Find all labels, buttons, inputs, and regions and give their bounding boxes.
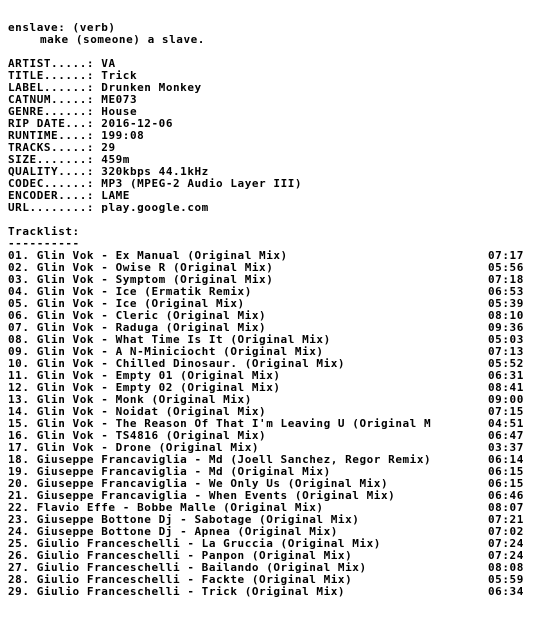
meta-key: ENCODER....:: [8, 189, 95, 202]
track-duration: 06:47: [488, 429, 524, 442]
meta-key: TITLE......:: [8, 69, 95, 82]
track-row: [8, 490, 530, 502]
track-duration: 05:52: [488, 357, 524, 370]
track-duration: 03:37: [488, 441, 524, 454]
track-duration: 05:03: [488, 333, 524, 346]
track-title: 05. Glin Vok - Ice (Original Mix): [8, 298, 245, 310]
track-row: [8, 418, 530, 430]
track-title: 15. Glin Vok - The Reason Of That I'm Leaving U (Original M: [8, 418, 432, 430]
meta-key: CODEC......:: [8, 177, 95, 190]
meta-value: LAME: [101, 189, 130, 202]
track-row: [8, 298, 530, 310]
track-duration: 07:24: [488, 537, 524, 550]
track-duration: 08:08: [488, 561, 524, 574]
meta-value: Drunken Monkey: [101, 81, 202, 94]
meta-value: 2016-12-06: [101, 117, 173, 130]
track-row: [8, 394, 530, 406]
track-title: 16. Glin Vok - TS4816 (Original Mix): [8, 430, 267, 442]
tracklist-underline: ----------: [8, 238, 80, 250]
track-title: 20. Giuseppe Francaviglia - We Only Us (Original Mix): [8, 478, 389, 490]
track-duration: 09:36: [488, 321, 524, 334]
track-duration: 06:14: [488, 453, 524, 466]
meta-value: ME073: [101, 93, 138, 106]
track-duration: 05:39: [488, 297, 524, 310]
track-title: 01. Glin Vok - Ex Manual (Original Mix): [8, 250, 288, 262]
track-row: [8, 250, 530, 262]
spacer: [8, 214, 530, 226]
definition-meaning: make (someone) a slave.: [40, 34, 205, 46]
track-duration: 04:51: [488, 417, 524, 430]
meta-value: VA: [101, 57, 116, 70]
track-duration: 07:15: [488, 405, 524, 418]
track-row: [8, 562, 530, 574]
track-row: [8, 334, 530, 346]
track-row: [8, 286, 530, 298]
track-title: 14. Glin Vok - Noidat (Original Mix): [8, 406, 267, 418]
track-duration: 06:46: [488, 489, 524, 502]
track-row: [8, 478, 530, 490]
track-title: 08. Glin Vok - What Time Is It (Original Mix): [8, 334, 331, 346]
track-duration: 06:34: [488, 585, 524, 598]
track-duration: 07:02: [488, 525, 524, 538]
track-duration: 06:53: [488, 285, 524, 298]
track-duration: 07:13: [488, 345, 524, 358]
meta-value: Trick: [101, 69, 138, 82]
track-row: [8, 262, 530, 274]
meta-value: 199:08: [101, 129, 145, 142]
track-row: [8, 514, 530, 526]
track-title: 02. Glin Vok - Owise R (Original Mix): [8, 262, 274, 274]
track-row: [8, 466, 530, 478]
track-row: [8, 454, 530, 466]
track-title: 03. Glin Vok - Symptom (Original Mix): [8, 274, 274, 286]
track-title: 06. Glin Vok - Cleric (Original Mix): [8, 310, 267, 322]
track-row: [8, 382, 530, 394]
track-duration: 07:21: [488, 513, 524, 526]
meta-key: GENRE......:: [8, 105, 95, 118]
track-duration: 08:10: [488, 309, 524, 322]
track-title: 17. Glin Vok - Drone (Original Mix): [8, 442, 260, 454]
meta-key: RUNTIME....:: [8, 129, 95, 142]
meta-key: TRACKS.....:: [8, 141, 95, 154]
meta-value: MP3 (MPEG-2 Audio Layer III): [101, 177, 303, 190]
tracklist: [8, 250, 530, 598]
track-row: [8, 346, 530, 358]
track-title: 07. Glin Vok - Raduga (Original Mix): [8, 322, 267, 334]
meta-value: play.google.com: [101, 201, 209, 214]
track-row: [8, 310, 530, 322]
track-title: 19. Giuseppe Francaviglia - Md (Original Mix): [8, 466, 331, 478]
track-row: [8, 442, 530, 454]
track-title: 23. Giuseppe Bottone Dj - Sabotage (Original Mix): [8, 514, 360, 526]
track-row: [8, 550, 530, 562]
meta-key: CATNUM.....:: [8, 93, 95, 106]
meta-key: RIP DATE...:: [8, 117, 95, 130]
meta-value: 320kbps 44.1kHz: [101, 165, 209, 178]
meta-value: 459m: [101, 153, 130, 166]
definition-word: enslave: (verb): [8, 22, 116, 34]
nfo-text: [8, 22, 530, 598]
track-title: 29. Giulio Franceschelli - Trick (Original Mix): [8, 586, 346, 598]
meta-key: QUALITY....:: [8, 165, 95, 178]
track-row: [8, 526, 530, 538]
meta-key: SIZE.......:: [8, 153, 95, 166]
track-title: 21. Giuseppe Francaviglia - When Events (Original Mix): [8, 490, 396, 502]
track-title: 26. Giulio Franceschelli - Panpon (Original Mix): [8, 550, 353, 562]
track-duration: 06:15: [488, 465, 524, 478]
track-title: 13. Glin Vok - Monk (Original Mix): [8, 394, 252, 406]
track-row: [8, 322, 530, 334]
meta-row: [8, 202, 530, 214]
track-title: 18. Giuseppe Francaviglia - Md (Joell Sanchez, Regor Remix): [8, 454, 432, 466]
track-duration: 08:07: [488, 501, 524, 514]
release-info: [8, 58, 530, 214]
track-row: [8, 502, 530, 514]
track-row: [8, 370, 530, 382]
track-duration: 07:24: [488, 549, 524, 562]
track-row: [8, 406, 530, 418]
track-duration: 08:41: [488, 381, 524, 394]
track-row: [8, 430, 530, 442]
meta-key: URL........:: [8, 201, 95, 214]
track-title: 24. Giuseppe Bottone Dj - Apnea (Original Mix): [8, 526, 338, 538]
meta-key: ARTIST.....:: [8, 57, 95, 70]
track-duration: 07:18: [488, 273, 524, 286]
track-row: [8, 574, 530, 586]
track-title: 12. Glin Vok - Empty 02 (Original Mix): [8, 382, 281, 394]
track-duration: 09:00: [488, 393, 524, 406]
track-duration: 05:59: [488, 573, 524, 586]
track-title: 11. Glin Vok - Empty 01 (Original Mix): [8, 370, 281, 382]
track-title: 09. Glin Vok - A N-Miniciocht (Original Mix): [8, 346, 324, 358]
track-title: 28. Giulio Franceschelli - Fackte (Original Mix): [8, 574, 353, 586]
track-duration: 06:31: [488, 369, 524, 382]
track-title: 25. Giulio Franceschelli - La Gruccia (Original Mix): [8, 538, 381, 550]
track-row: [8, 586, 530, 598]
meta-value: House: [101, 105, 138, 118]
track-duration: 05:56: [488, 261, 524, 274]
track-row: [8, 358, 530, 370]
track-title: 27. Giulio Franceschelli - Bailando (Original Mix): [8, 562, 367, 574]
track-title: 22. Flavio Effe - Bobbe Malle (Original Mix): [8, 502, 324, 514]
track-duration: 06:15: [488, 477, 524, 490]
meta-value: 29: [101, 141, 116, 154]
track-row: [8, 274, 530, 286]
meta-key: LABEL......:: [8, 81, 95, 94]
track-duration: 07:17: [488, 249, 524, 262]
tracklist-heading: Tracklist:: [8, 226, 80, 238]
track-title: 04. Glin Vok - Ice (Ermatik Remix): [8, 286, 252, 298]
track-title: 10. Glin Vok - Chilled Dinosaur. (Original Mix): [8, 358, 346, 370]
track-row: [8, 538, 530, 550]
